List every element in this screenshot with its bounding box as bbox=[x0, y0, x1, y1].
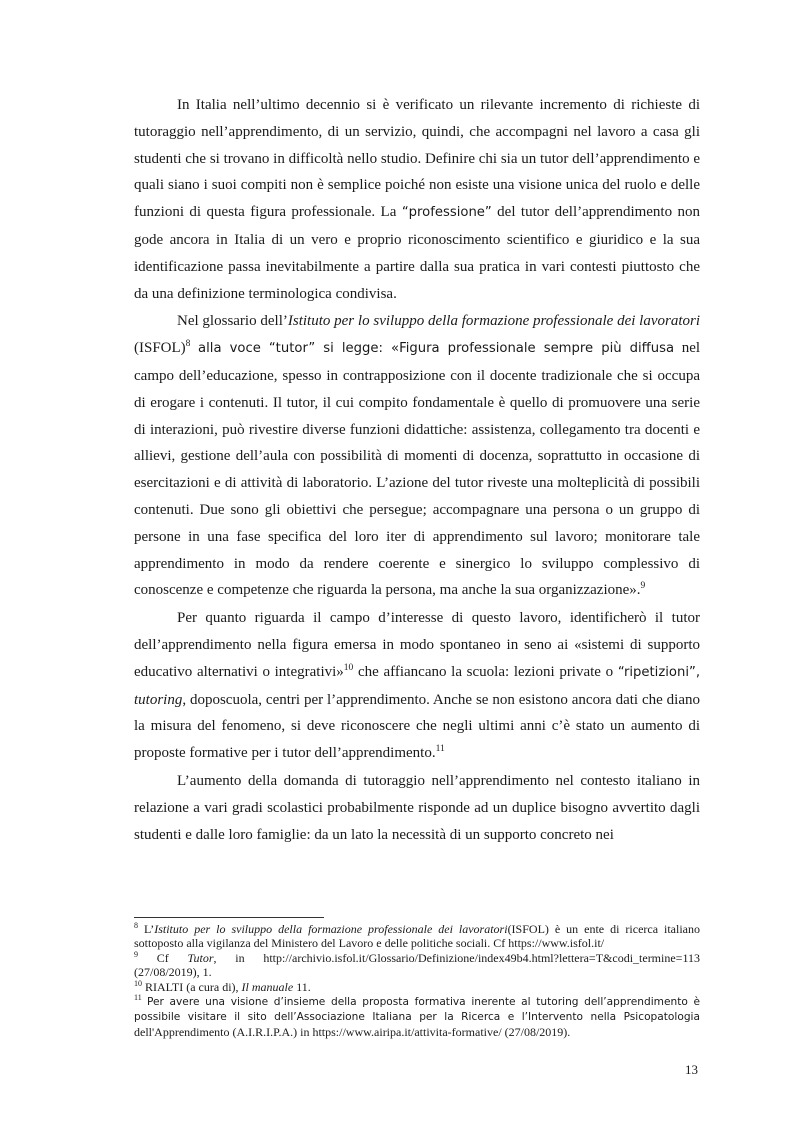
footnote-8-text: (ISFOL) è un ente di ricerca italiano sottoposto alla vigilanza del Ministero del Lavoro e delle politiche sociali. Cf https://www.isfol.it/ bbox=[134, 922, 701, 951]
footnote-11-text: dell'Apprendimento (A.I.R.I.P.A.) in https://www.airipa.it/attivita-formative/ (27/08/2019). bbox=[134, 1024, 571, 1039]
paragraph-2-italic: Istituto per lo sviluppo della formazione professionale dei lavoratori bbox=[287, 313, 701, 330]
footnote-10-number: 10 bbox=[134, 978, 142, 988]
footnote-8 bbox=[134, 922, 700, 951]
paragraph-1-end: del tutor dell’apprendimento non gode ancora in Italia di un vero e proprio riconoscimento scientifico e giuridico e la sua identificazione passa inevitabilmente a partire dalla sua pratica in vari contesti piuttosto che da una definizione terminologica condivisa. bbox=[134, 204, 701, 302]
paragraph-2-sans: alla voce “tutor” si legge: «Figura professionale sempre più diffusa bbox=[198, 341, 675, 357]
paragraph-3-italic: tutoring bbox=[134, 691, 183, 708]
paragraph-2 bbox=[134, 308, 700, 604]
footnote-8-italic: Istituto per lo sviluppo della formazione professionale dei lavoratori bbox=[154, 922, 508, 936]
paragraph-1-text: In Italia nell’ultimo decennio si è verificato un rilevante incremento di richieste di tutoraggio nell’apprendimento, di un servizio, quindi, che accompagni nel lavoro a casa gli studenti che si trovano in difficoltà nello studio. Definire chi sia un tutor dell’apprendimento e quali siano i suoi compiti non è semplice poiché non esiste una visione unica del ruolo e delle funzioni di questa figura professionale. La bbox=[134, 97, 700, 221]
footnote-10-author: RIALTI bbox=[145, 979, 184, 994]
footnote-9-pre: Cf bbox=[156, 950, 169, 965]
page-number: 13 bbox=[685, 1062, 698, 1077]
footnote-10-mid: (a cura di), bbox=[186, 979, 239, 994]
footnote-10-italic: Il manuale bbox=[241, 979, 294, 994]
footnote-ref-9[interactable]: 9 bbox=[640, 581, 646, 592]
paragraph-2-rest: nel campo dell’educazione, spesso in contrapposizione con il docente tradizionale che si occupa di erogare i contenuti. Il tutor, il cui compito fondamentale è quello di promuovere una serie di interazioni, può rivestire diverse funzioni didattiche: assistenza, collegamento tra docenti e allievi, gestione dell’aula con possibilità di momenti di docenza, soprattutto in occasione di esercitazioni e di attività di laboratorio. L’azione del tutor riveste una molteplicità di possibili contenuti. Due sono gli obiettivi che persegue; accompagnare una persona o un gruppo di persone in una fase specifica del loro iter di apprendimento sul lavoro; monitorare tale apprendimento in modo da rendere coerente e sinergico lo sviluppo complessivo di conoscenze e competenze che riguarda la persona, ma anche la sua organizzazione». bbox=[134, 340, 701, 599]
footnote-ref-8[interactable]: 8 bbox=[185, 339, 191, 350]
footnote-11 bbox=[134, 994, 700, 1039]
footnote-9-italic: Tutor bbox=[187, 950, 214, 965]
footnote-9-number: 9 bbox=[134, 949, 138, 959]
paragraph-4: L’aumento della domanda di tutoraggio nell’apprendimento nel contesto italiano in relazione a vari gradi scolastici probabilmente risponde ad un duplice bisogno avvertito dagli studenti e dalle loro famiglie: da un lato la necessità di un supporto concreto nei bbox=[134, 772, 700, 843]
footnote-ref-11[interactable]: 11 bbox=[435, 744, 445, 755]
paragraph-1-quote: “professione” bbox=[401, 205, 492, 221]
footnote-separator bbox=[134, 917, 324, 918]
footnote-ref-10[interactable]: 10 bbox=[343, 662, 354, 673]
footnote-10-text: 11. bbox=[296, 979, 311, 994]
paragraph-3-rest: , doposcuola, centri per l’apprendimento. Anche se non esistono ancora dati che diano la misura del fenomeno, si deve riconoscere che negli ultimi anni c’è stato un aumento di proposte formative per i tutor dell’apprendimento. bbox=[134, 691, 700, 762]
paragraph-1 bbox=[134, 92, 700, 307]
footnote-9 bbox=[134, 951, 700, 980]
paragraph-3-quote: “ripetizioni”, bbox=[617, 664, 701, 680]
footnote-8-pre: L’ bbox=[143, 922, 155, 936]
footnote-8-number: 8 bbox=[134, 921, 138, 930]
paragraph-3 bbox=[134, 605, 700, 767]
paragraph-3-mid: che affiancano la scuola: lezioni private o bbox=[357, 663, 614, 680]
footnote-11-sans: Per avere una visione d’insieme della proposta formativa inerente al tutoring dell’apprendimento è possibile visitare il sito dell’Associazione Italiana per la Ricerca e l’Intervento nella Psicopatologia bbox=[134, 996, 701, 1024]
body-text bbox=[134, 92, 700, 848]
footnote-9-text: , in http://archivio.isfol.it/Glossario/Definizione/index49b4.html?lettera=T&codi_termine=113 (27/08/2019), 1. bbox=[134, 950, 700, 980]
paragraph-2-start: Nel glossario dell’ bbox=[177, 313, 288, 330]
footnote-11-number: 11 bbox=[134, 993, 142, 1003]
footnotes bbox=[134, 922, 700, 1039]
footnote-10 bbox=[134, 980, 700, 994]
paragraph-3-start: Per quanto riguarda il campo d’interesse di questo lavoro, identificherò il tutor dell’apprendimento nella figura emersa in modo spontaneo in seno ai «sistemi di supporto educativo alternativi o integrativi» bbox=[134, 610, 700, 680]
paragraph-2-abbr: (ISFOL) bbox=[134, 340, 186, 357]
